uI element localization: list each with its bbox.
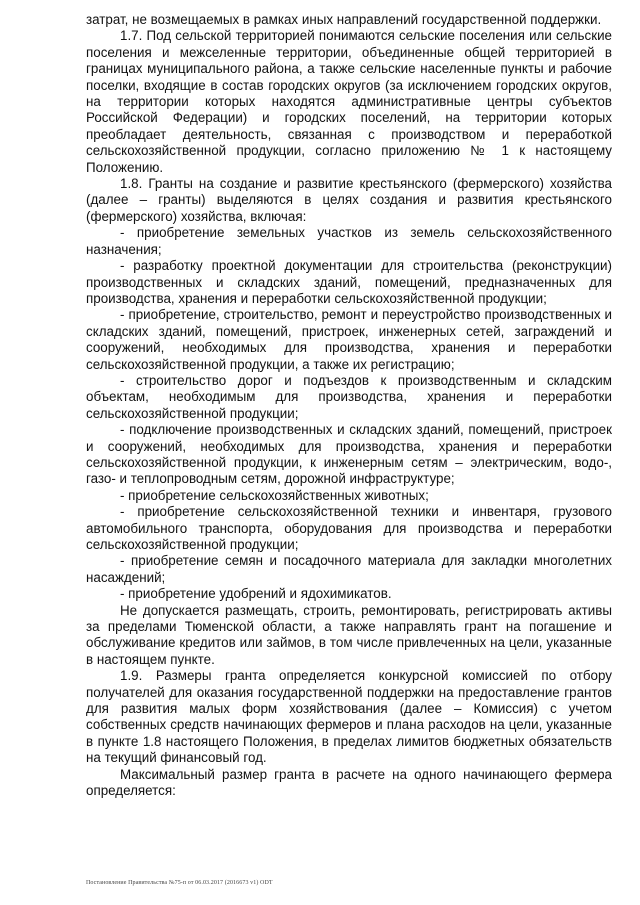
list-item-roads: - строительство дорог и подъездов к производственным и складским объектам, необходимым для производства, хранения и переработки сельскохозяйственной продукции;: [86, 372, 612, 421]
paragraph-continuation: затрат, не возмещаемых в рамках иных направлений государственной поддержки.: [86, 12, 602, 27]
list-item-fertilizers: - приобретение удобрений и ядохимикатов.: [120, 586, 392, 602]
paragraph-restrictions: Не допускается размещать, строить, ремонтировать, регистрировать активы за пределами Тюменской области, а также направлять грант на погашение и обслуживание кредитов или займов, в том числе привлеченных на цели, указанные в настоящем пункте.: [86, 602, 612, 667]
list-item-design-docs: - разработку проектной документации для строительства (реконструкции) производственных и складских зданий, помещений, предназначенных для производства, хранения и переработки сельскохозяйственной продукции;: [86, 258, 612, 306]
paragraph-1-7: 1.7. Под сельской территорией понимаются сельские поселения или сельские поселения и межселенные территории, объединенные общей территорией в границах муниципального района, а также сельские населенные пункты и рабочие поселки, входящие в состав городских округов (за исключением городских округов, на территории которых находятся административные центры субъектов Российской Федерации) и городских поселений, на территории которых преобладает деятельность, связанная с производством и переработкой сельскохозяйственной продукции, согласно приложению № 1 к настоящему Положению.: [86, 28, 612, 175]
paragraph-1-9: 1.9. Размеры гранта определяется конкурсной комиссией по отбору получателей для оказания государственной поддержки на предоставление грантов для развития малых форм хозяйствования (далее – Комиссия) с учетом собственных средств начинающих фермеров и плана расходов на цели, указанные в пункте 1.8 настоящего Положения, в пределах лимитов бюджетных обязательств на текущий финансовый год.: [86, 668, 612, 766]
paragraph-max-grant: Максимальный размер гранта в расчете на одного начинающего фермера определяется:: [86, 766, 612, 799]
list-item-construction: - приобретение, строительство, ремонт и переустройство производственных и складских зданий, помещений, пристроек, инженерных сетей, заграждений и сооружений, необходимых для производства, хранения и переработки сельскохозяйственной продукции, а также их регистрацию;: [86, 307, 612, 372]
document-footer: Постановление Правительства №75-п от 06.03.2017 (2016673 v1) ODT: [86, 880, 273, 886]
list-item-land: - приобретение земельных участков из земель сельскохозяйственного назначения;: [86, 225, 612, 257]
list-item-utilities: - подключение производственных и складских зданий, помещений, пристроек и сооружений, необходимых для производства, хранения и переработки сельскохозяйственной продукции, к инженерным сетям – электрическим, водо-, газо- и теплопроводным сетям, дорожной инфраструктуре;: [86, 422, 612, 487]
paragraph-1-8: 1.8. Гранты на создание и развитие крестьянского (фермерского) хозяйства (далее – гранты) выделяются в целях создания и развития крестьянского (фермерского) хозяйства, включая:: [86, 176, 612, 224]
list-item-machinery: - приобретение сельскохозяйственной техники и инвентаря, грузового автомобильного транспорта, оборудования для производства и переработки сельскохозяйственной продукции;: [86, 504, 612, 552]
list-item-animals: - приобретение сельскохозяйственных животных;: [120, 487, 429, 503]
list-item-seeds: - приобретение семян и посадочного материала для закладки многолетних насаждений;: [86, 553, 612, 585]
document-body: [86, 12, 612, 800]
